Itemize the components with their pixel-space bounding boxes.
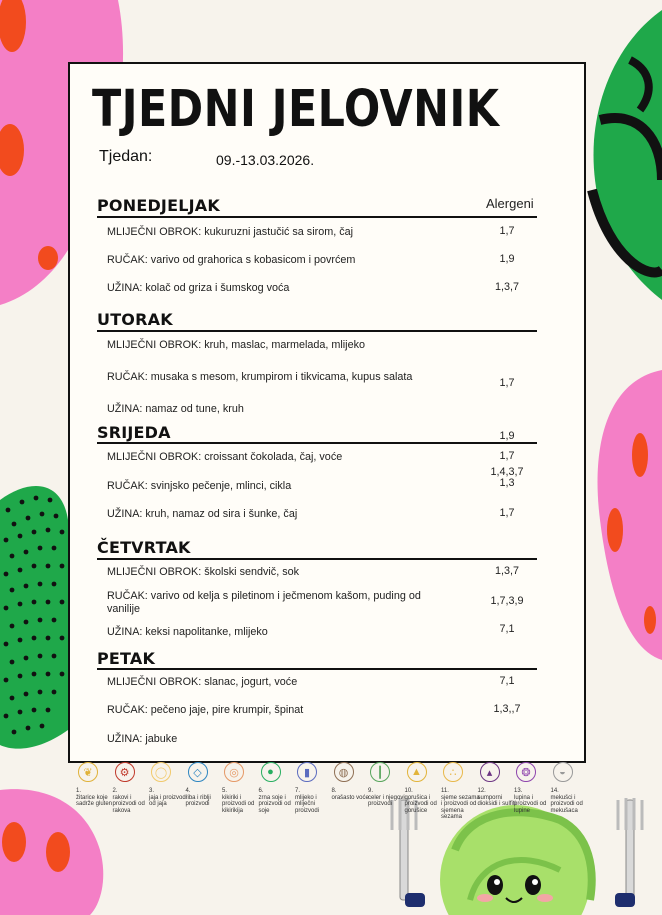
legend-item (222, 762, 256, 814)
legend-number: 3. (149, 788, 155, 794)
week-date: 09.-13.03.2026. (216, 152, 315, 168)
legend-number: 10. (404, 788, 413, 794)
legend-label (514, 788, 554, 814)
legend-label (259, 788, 299, 814)
legend-label (295, 788, 335, 814)
legend-text: gorušica i proizvodi od gorušice (404, 794, 437, 814)
legend-item (441, 762, 480, 821)
legend-number: 7. (295, 788, 301, 794)
legend-text: lupina i proizvodi od lupine (514, 794, 547, 814)
legend-text: rakovi i proizvodi od rakova (112, 794, 145, 814)
legend-text: mlijeko i mliječni proizvodi (295, 794, 320, 814)
legend-text: celer i njegovi proizvodi (368, 794, 405, 808)
allergen-codes: 1,7 (499, 377, 515, 389)
meal-item: RUČAK: pečeno jaje, pire krumpir, špinat (107, 704, 304, 716)
legend-number: 13. (514, 788, 523, 794)
legend-item (149, 762, 188, 808)
day-heading: PETAK (97, 649, 156, 668)
menu-card (68, 62, 586, 763)
legend-number: 1. (76, 788, 82, 794)
divider-line (97, 442, 537, 444)
legend-label (478, 788, 518, 808)
crab-icon: ⚙ (115, 762, 135, 782)
legend-item (368, 762, 405, 808)
allergens-header: Alergeni (486, 196, 534, 211)
nut-icon: ◍ (334, 762, 354, 782)
allergen-codes: 1,3,7 (494, 281, 519, 293)
legend-text: jaja i proizvodi od jaja (149, 794, 188, 808)
allergen-codes: 7,1 (499, 675, 515, 687)
allergen-legend (76, 762, 596, 842)
legend-number: 14. (550, 788, 559, 794)
legend-item (259, 762, 293, 814)
legend-number: 12. (477, 788, 486, 794)
legend-item (186, 762, 220, 808)
meal-item: RUČAK: varivo od grahorica s kobasicom i povrćem (107, 254, 356, 266)
legend-label (551, 788, 591, 814)
legend-label (441, 788, 481, 821)
meal-item: MLIJEČNI OBROK: školski sendvič, sok (107, 566, 299, 578)
week-label: Tjedan: (99, 148, 153, 165)
legend-item (76, 762, 113, 808)
legend-number: 4. (185, 788, 191, 794)
legend-label (332, 788, 372, 801)
divider-line (97, 668, 537, 670)
legend-label (113, 788, 153, 814)
legend-label (405, 788, 445, 814)
legend-item (113, 762, 147, 814)
legend-number: 9. (368, 788, 374, 794)
legend-number: 2. (112, 788, 118, 794)
legend-text: orašasto voće (331, 794, 369, 801)
legend-number: 5. (222, 788, 228, 794)
legend-text: kikiriki i proizvodi od kikirikija (222, 794, 255, 814)
meal-item: MLIJEČNI OBROK: slanac, jogurt, voće (107, 676, 298, 688)
meal-item: MLIJEČNI OBROK: kruh, maslac, marmelada, mlijeko (107, 339, 365, 351)
legend-text: sjeme sezama i proizvodi od sjemena sezama (441, 794, 480, 821)
soy-icon: ● (261, 762, 281, 782)
meal-item: UŽINA: jabuke (107, 733, 178, 745)
allergen-codes: 1,7 (499, 225, 515, 237)
legend-item (405, 762, 439, 814)
legend-text: sumporni dioksidi i sulfiti (477, 794, 516, 808)
allergen-codes: 7,1 (499, 623, 515, 635)
allergen-codes: 1,7 (499, 507, 515, 519)
day-heading: ČETVRTAK (97, 538, 191, 557)
fish-icon: ◇ (188, 762, 208, 782)
legend-label (186, 788, 226, 808)
allergen-codes: 1,3,7 (494, 565, 519, 577)
meal-item: UŽINA: namaz od tune, kruh (107, 403, 244, 415)
allergen-codes: 1,3,,7 (493, 703, 521, 715)
milk-icon: ▮ (297, 762, 317, 782)
divider-line (97, 330, 537, 332)
legend-item (477, 762, 516, 808)
mustard-icon: ▲ (407, 762, 427, 782)
legend-item (551, 762, 585, 814)
legend-number: 6. (258, 788, 264, 794)
meal-item: RUČAK: varivo od kelja s piletinom i ječmenom kašom, puding od vanilije (107, 590, 421, 615)
meal-item: RUČAK: svinjsko pečenje, mlinci, cikla (107, 480, 292, 492)
allergen-codes: 1,9 (499, 430, 515, 442)
meal-item: UŽINA: keksi napolitanke, mlijeko (107, 626, 268, 638)
legend-label (222, 788, 262, 814)
wheat-icon: ❦ (78, 762, 98, 782)
mollusc-icon: ◒ (553, 762, 573, 782)
meal-item: UŽINA: kolač od griza i šumskog voća (107, 282, 290, 294)
legend-item (514, 762, 548, 814)
legend-item (295, 762, 329, 814)
day-heading: PONEDJELJAK (97, 196, 220, 215)
legend-label (76, 788, 116, 808)
sulfite-icon: ▴ (480, 762, 500, 782)
legend-label (368, 788, 408, 808)
peanut-icon: ◎ (224, 762, 244, 782)
meal-item: MLIJEČNI OBROK: kukuruzni jastučić sa sirom, čaj (107, 226, 353, 238)
day-heading: SRIJEDA (97, 423, 171, 442)
meal-item: RUČAK: musaka s mesom, krumpirom i tikvicama, kupus salata (107, 371, 413, 383)
celery-icon: ┃ (370, 762, 390, 782)
allergen-codes: 1,9 (499, 253, 515, 265)
legend-text: mekušci i proizvodi od mekušaca (550, 794, 583, 814)
meal-item: UŽINA: kruh, namaz od sira i šunke, čaj (107, 508, 298, 520)
allergen-codes: 1,7,3,9 (490, 595, 524, 607)
legend-text: žitarice koje sadrže gluten (76, 794, 113, 808)
day-heading: UTORAK (97, 310, 173, 329)
legend-item (331, 762, 369, 801)
legend-number: 11. (441, 788, 449, 794)
egg-icon: ◯ (151, 762, 171, 782)
divider-line (97, 558, 537, 560)
allergen-codes: 1,7 (499, 450, 515, 462)
lupin-icon: ❂ (516, 762, 536, 782)
legend-text: zrna soje i proizvodi od soje (258, 794, 291, 814)
legend-label (149, 788, 189, 808)
sesame-icon: ∴ (443, 762, 463, 782)
meal-item: MLIJEČNI OBROK: croissant čokolada, čaj, voće (107, 451, 343, 463)
allergen-codes: 1,4,3,7 1,3 (490, 466, 524, 489)
legend-text: riba i riblji proizvodi (185, 794, 211, 808)
page-title: TJEDNI JELOVNIK (92, 80, 500, 139)
divider-line (97, 216, 537, 218)
legend-number: 8. (331, 788, 337, 794)
